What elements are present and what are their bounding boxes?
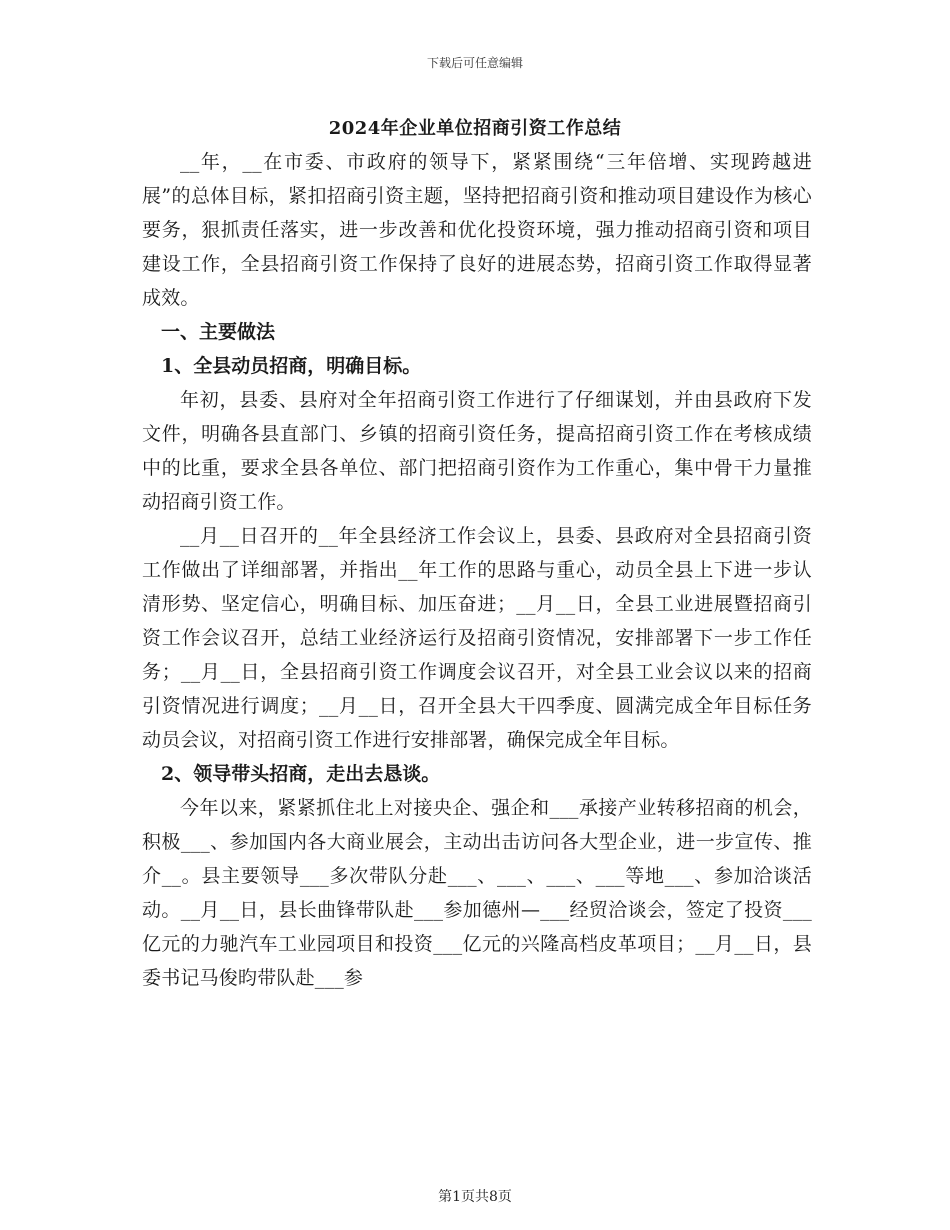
page-number-footer: 第1页共8页 <box>438 1189 512 1205</box>
paragraph-meetings: __月__日召开的__年全县经济工作会议上，县委、县政府对全县招商引资工作做出了详细部署，并指出__年工作的思路与重心，动员全县上下进一步认清形势、坚定信心，明确目标、加压奋进；__月__日，全县工业进展暨招商引资工作会议召开，总结工业经济运行及招商引资情况，安排部署下一步工作任务；__月__日，全县招商引资工作调度会议召开，对全县工业会议以来的招商引资情况进行调度；__月__日，召开全县大干四季度、圆满完成全年目标任务动员会议，对招商引资工作进行安排部署，确保完成全年目标。 <box>142 525 812 751</box>
header-note: 下载后可任意编辑 <box>426 56 523 70</box>
intro-paragraph: __年，__在市委、市政府的领导下，紧紧围绕“三年倍增、实现跨越进展”的总体目标，紧扣招商引资主题，坚持把招商引资和推动项目建设作为核心要务，狠抓责任落实，进一步改善和优化投资环境，强力推动招商引资和项目建设工作，全县招商引资工作保持了良好的进展态势，招商引资工作取得显著成效。 <box>142 151 812 309</box>
paragraph-outreach: 今年以来，紧紧抓住北上对接央企、强企和___承接产业转移招商的机会，积极___、参加国内各大商业展会，主动出击访问各大型企业，进一步宣传、推介__。县主要领导___多次带队分赴___、___、___、___等地___、参加洽谈活动。__月__日，县长曲锋带队赴___参加德州—___经贸洽谈会，签定了投资___亿元的力驰汽车工业园项目和投资___亿元的兴隆高档皮革项目；__月__日，县委书记马俊昀带队赴___参 <box>142 797 812 989</box>
subheading-leadership-investment: 2、领导带头招商，走出去恳谈。 <box>161 763 441 785</box>
section-heading-main-practices: 一、主要做法 <box>161 321 276 343</box>
document-title: 2024年企业单位招商引资工作总结 <box>328 118 622 139</box>
paragraph-annual-planning: 年初，县委、县府对全年招商引资工作进行了仔细谋划，并由县政府下发文件，明确各县直部门、乡镇的招商引资任务，提高招商引资工作在考核成绩中的比重，要求全县各单位、部门把招商引资作为工作重心，集中骨干力量推动招商引资工作。 <box>142 389 812 513</box>
subheading-county-mobilization: 1、全县动员招商，明确目标。 <box>161 355 422 377</box>
document-body <box>142 145 812 995</box>
